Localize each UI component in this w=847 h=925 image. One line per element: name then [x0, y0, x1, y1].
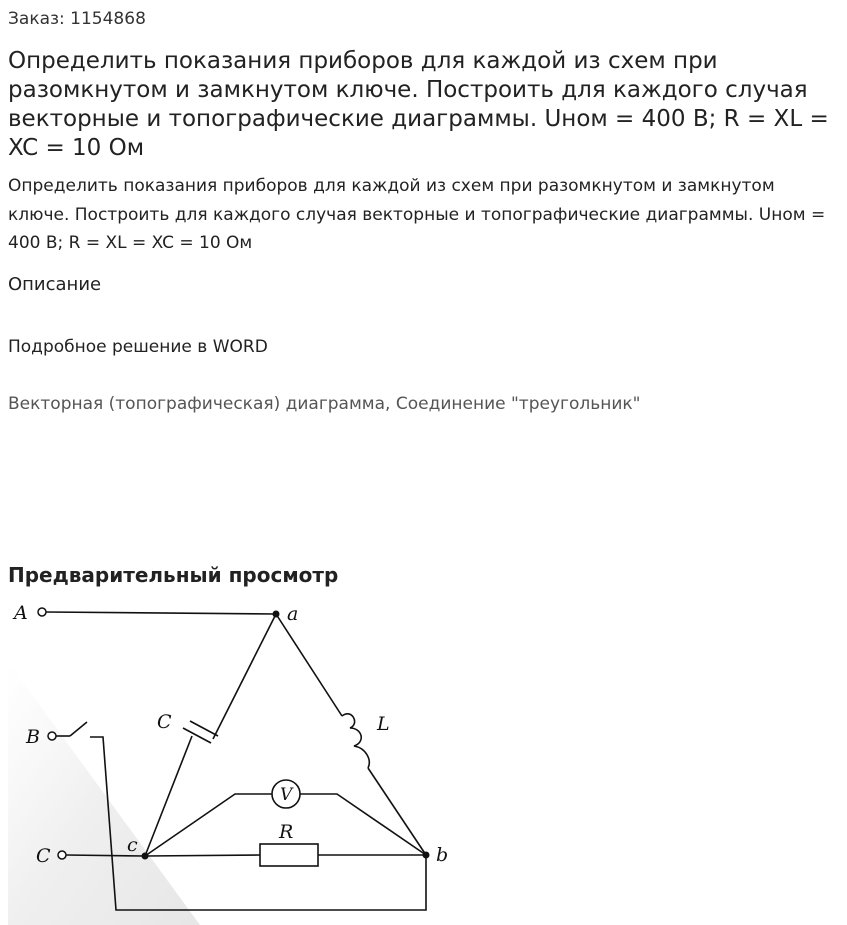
node-c — [142, 853, 149, 860]
description-section-label: Описание — [8, 274, 102, 295]
task-description: Определить показания приборов для каждой из схем при разомкнутом и замкнутом ключе. Построить для каждого случая векторные и топографические диаграммы. Uном = 400 В; R = XL = XC = 10 Ом — [8, 176, 826, 253]
switch-blade — [70, 722, 87, 736]
label-B: B — [26, 726, 40, 748]
label-node-b: b — [436, 844, 449, 866]
resistor — [260, 844, 318, 866]
wire-a-ind — [276, 614, 342, 716]
wire-cap-c — [145, 736, 192, 856]
wire-a-cap — [213, 614, 276, 739]
terminal-A — [38, 608, 46, 616]
node-a — [273, 611, 280, 618]
wire-voltmeter-left — [145, 794, 272, 856]
scan-shadow — [8, 662, 200, 925]
wire-A-a — [46, 612, 276, 614]
label-resistor: R — [279, 821, 294, 843]
label-voltmeter: V — [280, 785, 293, 805]
circuit-diagram — [0, 596, 460, 925]
order-number: Заказ: 1154868 — [8, 9, 146, 29]
preview-heading: Предварительный просмотр — [8, 563, 339, 587]
label-inductor: L — [377, 713, 390, 735]
page-title: Определить показания приборов для каждой из схем при разомкнутом и замкнутом ключе. Построить для каждого случая векторные и топографические диаграммы. Uном = 400 В; R = XL = XC = 10 Ом — [8, 48, 829, 161]
wire-c-R — [145, 855, 260, 856]
label-C: C — [36, 845, 51, 867]
solution-note: Подробное решение в WORD — [8, 337, 268, 357]
category-tags[interactable]: Векторная (топографическая) диаграмма, Соединение "треугольник" — [8, 394, 641, 414]
wire-voltmeter-right — [300, 794, 426, 855]
wire-ind-b — [368, 768, 426, 855]
label-A: A — [14, 602, 28, 624]
label-capacitor: C — [157, 711, 172, 733]
inductor-coil — [342, 714, 369, 768]
label-node-a: a — [287, 603, 299, 625]
node-b — [423, 852, 430, 859]
terminal-B — [48, 732, 56, 740]
terminal-C — [58, 851, 66, 859]
label-node-c: c — [127, 834, 138, 856]
